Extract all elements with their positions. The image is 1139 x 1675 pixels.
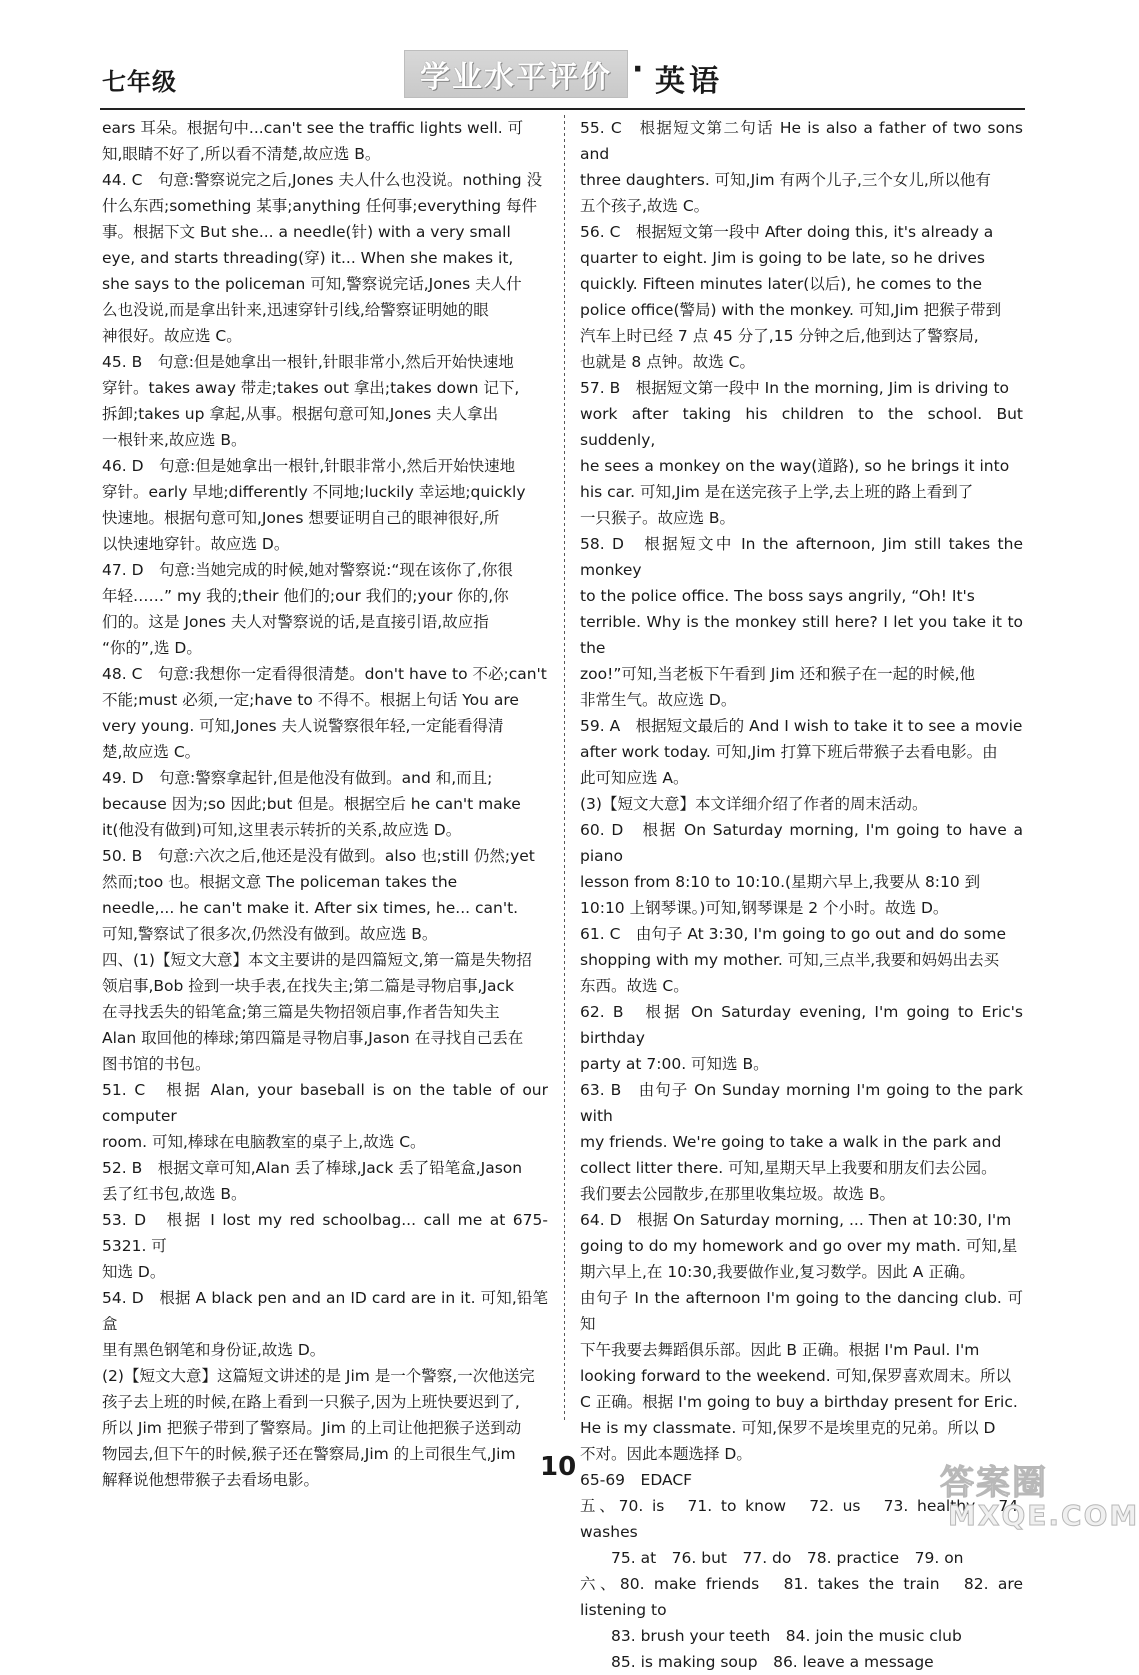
right-column [580, 115, 1023, 1675]
text-line: 快速地。根据句意可知,Jones 想要证明自己的眼神很好,所 [102, 509, 500, 527]
text-line: 年轻……” my 我的;their 他们的;our 我们的;your 你的,你 [102, 587, 509, 605]
text-line: looking forward to the weekend. 可知,保罗喜欢周末。所以 [580, 1367, 1012, 1385]
text-line: he sees a monkey on the way(道路), so he brings it into [580, 457, 1010, 475]
text-line: ears 耳朵。根据句中...can't see the traffic lights well. 可 [102, 119, 524, 137]
text-line: 49. D 句意:警察拿起针,但是他没有做到。and 和,而且; [102, 769, 493, 787]
text-line: He is my classmate. 可知,保罗不是埃里克的兄弟。所以 D [580, 1419, 996, 1437]
text-line: 知选 D。 [102, 1263, 166, 1281]
left-column [102, 115, 548, 1493]
text-line: 下午我要去舞蹈俱乐部。因此 B 正确。根据 I'm Paul. I'm [580, 1341, 980, 1359]
text-line: work after taking his children to the school. But suddenly, [580, 405, 1023, 449]
text-line: “你的”,选 D。 [102, 639, 202, 657]
text-line: 56. C 根据短文第一段中 After doing this, it's already a [580, 223, 994, 241]
text-line: 54. D 根据 A black pen and an ID card are in it. 可知,铅笔盒 [102, 1289, 548, 1333]
text-line: because 因为;so 因此;but 但是。根据空后 he can't make [102, 795, 521, 813]
text-line: 55. C 根据短文第二句话 He is also a father of two sons and [580, 119, 1023, 163]
text-line: 61. C 由句子 At 3:30, I'm going to go out and do some [580, 925, 1006, 943]
text-line: after work today. 可知,Jim 打算下班后带猴子去看电影。由 [580, 743, 998, 761]
text-line: 穿针。takes away 带走;takes out 拿出;takes down 记下, [102, 379, 520, 397]
watermark-top-text: 答案圈 [940, 1463, 1048, 1503]
text-line: it(他没有做到)可知,这里表示转折的关系,故应选 D。 [102, 821, 462, 839]
text-line: 么也没说,而是拿出针来,迅速穿针引线,给警察证明她的眼 [102, 301, 489, 319]
text-line: police office(警局) with the monkey. 可知,Jim 把猴子带到 [580, 301, 1002, 319]
text-line: 事。根据下文 But she... a needle(针) with a very small [102, 223, 511, 241]
text-line: 由句子 In the afternoon I'm going to the dancing club. 可知 [580, 1289, 1023, 1333]
text-line: going to do my homework and go over my math. 可知,星 [580, 1237, 1018, 1255]
text-line: 然而;too 也。根据文意 The policeman takes the [102, 873, 458, 891]
text-line: 里有黑色钢笔和身份证,故选 D。 [102, 1341, 326, 1359]
text-line: 也就是 8 点钟。故选 C。 [580, 353, 755, 371]
text-line: 五个孩子,故选 C。 [580, 197, 710, 215]
text-line: lesson from 8:10 to 10:10.(星期六早上,我要从 8:10 到 [580, 873, 981, 891]
text-line: 孩子去上班的时候,在路上看到一只猴子,因为上班快要迟到了, [102, 1393, 520, 1411]
text-line: 47. D 句意:当她完成的时候,她对警察说:“现在该你了,你很 [102, 561, 513, 579]
text-line: 51. C 根据 Alan, your baseball is on the table of our computer [102, 1081, 548, 1125]
text-line: room. 可知,棒球在电脑教室的桌子上,故选 C。 [102, 1133, 426, 1151]
text-line: 什么东西;something 某事;anything 任何事;everything 每件 [102, 197, 538, 215]
text-line: 52. B 根据文章可知,Alan 丢了棒球,Jack 丢了铅笔盒,Jason [102, 1159, 523, 1177]
text-line: 领启事,Bob 捡到一块手表,在找失主;第二篇是寻物启事,Jack [102, 977, 514, 995]
text-line: C 正确。根据 I'm going to buy a birthday present for Eric. [580, 1393, 1018, 1411]
text-line: party at 7:00. 可知选 B。 [580, 1055, 769, 1073]
text-line: 神很好。故应选 C。 [102, 327, 242, 345]
text-line: 东西。故选 C。 [580, 977, 689, 995]
watermark-logo [940, 1455, 1139, 1535]
text-line: 此可知应选 A。 [580, 769, 689, 787]
text-line: (3)【短文大意】本文详细介绍了作者的周末活动。 [580, 795, 928, 813]
text-line: 46. D 句意:但是她拿出一根针,针眼非常小,然后开始快速地 [102, 457, 516, 475]
grade-label: 七年级 [102, 68, 177, 96]
text-line: 六、80. make friends 81. takes the train 82. are listening to [580, 1575, 1023, 1619]
text-line: shopping with my mother. 可知,三点半,我要和妈妈出去买 [580, 951, 1000, 969]
text-line: 五、70. is 71. to know 72. us 73. healthy 74. washes [580, 1497, 1023, 1541]
text-line: 知,眼睛不好了,所以看不清楚,故应选 B。 [102, 145, 381, 163]
text-line: 10:10 上钢琴课。)可知,钢琴课是 2 个小时。故选 D。 [580, 899, 949, 917]
text-line: 63. B 由句子 On Sunday morning I'm going to the park with [580, 1081, 1023, 1125]
title-separator: · [632, 52, 644, 87]
text-line: to the police office. The boss says angrily, “Oh! It's [580, 587, 975, 605]
text-line: terrible. Why is the monkey still here? I let you take it to the [580, 613, 1023, 657]
text-line: 48. C 句意:我想你一定看得很清楚。don't have to 不必;can't [102, 665, 547, 683]
text-line: 75. at 76. but 77. do 78. practice 79. on [580, 1549, 964, 1567]
text-line: collect litter there. 可知,星期天早上我要和朋友们去公园。 [580, 1159, 997, 1177]
text-line: three daughters. 可知,Jim 有两个儿子,三个女儿,所以他有 [580, 171, 991, 189]
text-line: 四、(1)【短文大意】本文主要讲的是四篇短文,第一篇是失物招 [102, 951, 532, 969]
page-number: 10 [540, 1452, 577, 1482]
text-line: needle,... he can't make it. After six times, he... can't. [102, 899, 519, 917]
text-line: 期六早上,在 10:30,我要做作业,复习数学。因此 A 正确。 [580, 1263, 975, 1281]
text-line: 一根针来,故应选 B。 [102, 431, 247, 449]
series-title-box [404, 50, 628, 98]
text-line: 57. B 根据短文第一段中 In the morning, Jim is driving to [580, 379, 1010, 397]
text-line: 53. D 根据 I lost my red schoolbag... call me at 675-5321. 可 [102, 1211, 548, 1255]
text-line: 85. is making soup 86. leave a message [580, 1653, 934, 1671]
text-line: 穿针。early 早地;differently 不同地;luckily 幸运地;quickly [102, 483, 526, 501]
text-line: 楚,故应选 C。 [102, 743, 201, 761]
text-line: 45. B 句意:但是她拿出一根针,针眼非常小,然后开始快速地 [102, 353, 514, 371]
text-line: 62. B 根据 On Saturday evening, I'm going to Eric's birthday [580, 1003, 1023, 1047]
text-line: 我们要去公园散步,在那里收集垃圾。故选 B。 [580, 1185, 895, 1203]
text-line: 不能;must 必须,一定;have to 不得不。根据上句话 You are [102, 691, 519, 709]
text-line: 物园去,但下午的时候,猴子还在警察局,Jim 的上司很生气,Jim [102, 1445, 516, 1463]
subject-label: 英语 [655, 64, 723, 99]
text-line: 所以 Jim 把猴子带到了警察局。Jim 的上司让他把猴子送到动 [102, 1419, 522, 1437]
text-line: eye, and starts threading(穿) it... When she makes it, [102, 249, 514, 267]
text-line: 解释说他想带猴子去看场电影。 [102, 1471, 320, 1489]
text-line: 65-69 EDACF [580, 1471, 693, 1489]
text-line: 图书馆的书包。 [102, 1055, 211, 1073]
text-line: she says to the policeman 可知,警察说完话,Jones 夫人什 [102, 275, 522, 293]
header-rule [100, 108, 1025, 110]
text-line: 44. C 句意:警察说完之后,Jones 夫人什么也没说。nothing 没 [102, 171, 543, 189]
watermark-bottom-text: MXQE.COM [948, 1499, 1139, 1532]
text-line: 59. A 根据短文最后的 And I wish to take it to see a movie [580, 717, 1023, 735]
text-line: 可知,警察试了很多次,仍然没有做到。故应选 B。 [102, 925, 438, 943]
text-line: my friends. We're going to take a walk in the park and [580, 1133, 1002, 1151]
text-line: very young. 可知,Jones 夫人说警察很年轻,一定能看得清 [102, 717, 504, 735]
text-line: 58. D 根据短文中 In the afternoon, Jim still takes the monkey [580, 535, 1023, 579]
text-line: 64. D 根据 On Saturday morning, ... Then at 10:30, I'm [580, 1211, 1012, 1229]
text-line: zoo!”可知,当老板下午看到 Jim 还和猴子在一起的时候,他 [580, 665, 976, 683]
text-line: 60. D 根据 On Saturday morning, I'm going to have a piano [580, 821, 1023, 865]
text-line: 们的。这是 Jones 夫人对警察说的话,是直接引语,故应指 [102, 613, 489, 631]
text-line: quarter to eight. Jim is going to be late, so he drives [580, 249, 985, 267]
text-line: 83. brush your teeth 84. join the music club [580, 1627, 962, 1645]
text-line: 在寻找丢失的铅笔盒;第三篇是失物招领启事,作者告知失主 [102, 1003, 500, 1021]
text-line: 丢了红书包,故选 B。 [102, 1185, 247, 1203]
text-line: 不对。因此本题选择 D。 [580, 1445, 752, 1463]
text-line: quickly. Fifteen minutes later(以后), he comes to the [580, 275, 983, 293]
series-title: 学业水平评价 [420, 60, 612, 95]
text-line: 50. B 句意:六次之后,他还是没有做到。also 也;still 仍然;yet [102, 847, 535, 865]
text-line: 拆卸;takes up 拿起,从事。根据句意可知,Jones 夫人拿出 [102, 405, 499, 423]
column-divider [564, 115, 565, 1420]
page-header [0, 0, 1120, 110]
text-line: 以快速地穿针。故应选 D。 [102, 535, 290, 553]
text-line: his car. 可知,Jim 是在送完孩子上学,去上班的路上看到了 [580, 483, 974, 501]
text-line: 非常生气。故应选 D。 [580, 691, 737, 709]
text-line: (2)【短文大意】这篇短文讲述的是 Jim 是一个警察,一次他送完 [102, 1367, 535, 1385]
text-line: 一只猴子。故应选 B。 [580, 509, 736, 527]
text-line: Alan 取回他的棒球;第四篇是寻物启事,Jason 在寻找自己丢在 [102, 1029, 524, 1047]
text-line: 汽车上时已经 7 点 45 分了,15 分钟之后,他到达了警察局, [580, 327, 979, 345]
